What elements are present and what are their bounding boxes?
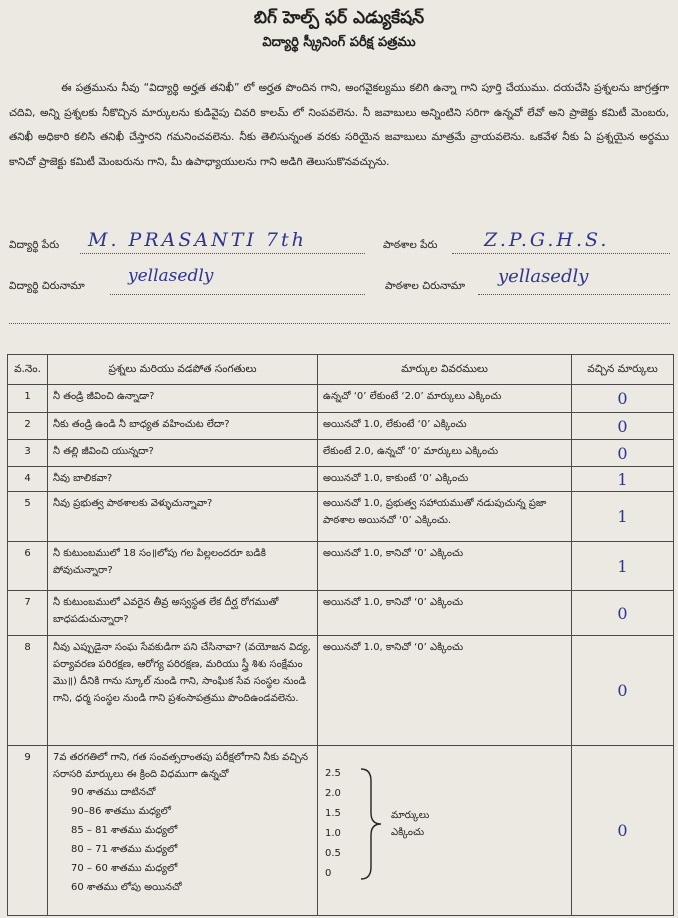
scale-value: 0: [325, 868, 332, 879]
row-marks-obtained-field[interactable]: 1: [572, 467, 674, 492]
table-row: [8, 636, 674, 746]
scale-label-line2: ఎక్కించు: [391, 827, 425, 838]
col-header-number: వ.నెం.: [8, 355, 48, 385]
table-row: [8, 440, 674, 467]
row-number: 9: [8, 746, 48, 916]
scale-value: 2.0: [325, 788, 341, 799]
row-marks-obtained-field[interactable]: 0: [572, 746, 674, 916]
row-marks-obtained-field[interactable]: 0: [572, 636, 674, 746]
row-number: 1: [8, 385, 48, 413]
row-question: నీవు ఎప్పుడైనా సంఘ సేవకుడిగా పని చేసినావా? (వయోజన విద్య, పర్యావరణ పరిరక్షణ, ఆరోగ్య పరిరక్షణ, మరియు స్త్రీ శిశు సంక్షేమం మొ॥) దీనికి గాను స్కూల్ నుండి గాని, సాంఘిక సేవ సంస్థల నుండి గాని, ధర్మ సంస్థల నుండి గాని ప్రశంసాపత్రము పొందిఉండవలెను.: [48, 636, 318, 746]
school-name-field[interactable]: Z.P.G.H.S.: [484, 229, 610, 251]
school-address-label: పాఠశాల చిరునామా: [385, 280, 466, 292]
row9-question-text: 7వ తరగతిలో గాని, గత సంవత్సరాంతపు పరీక్షలోగాని నీకు వచ్చిన సరాసరి మార్కులు ఈ క్రింది విధముగా ఉన్నచో: [53, 752, 308, 780]
scale-label-line1: మార్కులు: [391, 810, 430, 821]
row-question: నీ తల్లి జీవించి యున్నదా?: [48, 440, 318, 467]
row-marks-detail: అయినచో 1.0, కానిచో ‘0’ ఎక్కించు: [318, 636, 572, 746]
student-name-line: [80, 253, 365, 254]
row-question: నీవు ప్రభుత్వ పాఠశాలకు వెళ్ళుచున్నావా?: [48, 492, 318, 542]
band-item: 90–86 శాతము మధ్యలో: [71, 806, 171, 817]
band-item: 85 – 81 శాతము మధ్యలో: [71, 825, 178, 836]
row-marks-detail: అయినచో 1.0, కానిచో ‘0’ ఎక్కించు: [318, 542, 572, 591]
scale-label: [391, 807, 429, 841]
row-number: 3: [8, 440, 48, 467]
table-row: [8, 492, 674, 542]
row-question: నీ తండ్రి జీవించి ఉన్నాడా?: [48, 385, 318, 413]
row-marks-detail: అయినచో 1.0, ప్రభుత్వ సహాయముతో నడుపుచున్న ప్రజా పాఠశాల అయినచో ‘0’ ఎక్కించు.: [318, 492, 572, 542]
band-item: 90 శాతము దాటినచో: [71, 787, 156, 798]
row-marks-detail: అయినచో 1.0, కాకుంటే ‘0’ ఎక్కించు: [318, 467, 572, 492]
row-marks-obtained-field[interactable]: 1: [572, 492, 674, 542]
school-name-line: [452, 253, 670, 254]
row-question: నీకు తండ్రి ఉండి నీ బాధ్యత వహించుట లేదా?: [48, 413, 318, 440]
row-number: 4: [8, 467, 48, 492]
table-row: [8, 542, 674, 591]
table-header-row: [8, 355, 674, 385]
row-number: 5: [8, 492, 48, 542]
percentage-bands: [53, 783, 312, 897]
band-item: 80 – 71 శాతము మధ్యలో: [71, 844, 178, 855]
row-number: 8: [8, 636, 48, 746]
col-header-question: ప్రశ్నలు మరియు వడపోత సంగతులు: [48, 355, 318, 385]
row-marks-obtained-field[interactable]: 0: [572, 413, 674, 440]
row-marks-detail: [318, 746, 572, 916]
scale-value: 1.0: [325, 828, 341, 839]
row-marks-obtained-field[interactable]: 1: [572, 542, 674, 591]
table-row: [8, 591, 674, 636]
row-number: 2: [8, 413, 48, 440]
student-name-field[interactable]: M. PRASANTI 7th: [88, 229, 307, 251]
table-row: [8, 413, 674, 440]
band-item: 60 శాతము లోపు అయినచో: [71, 882, 182, 893]
row-marks-detail: ఉన్నచో ‘0’ లేకుంటే ‘2.0’ మార్కులు ఎక్కించు: [318, 385, 572, 413]
row-number: 7: [8, 591, 48, 636]
address-extra-line: [9, 323, 670, 324]
row-question: నీ కుటుంబములో 18 సం॥లోపు గల పిల్లలందరూ బడికి పోవుచున్నారా?: [48, 542, 318, 591]
student-address-label: విద్యార్థి చిరునామా: [9, 280, 85, 292]
table-row: [8, 385, 674, 413]
col-header-marks-detail: మార్కుల వివరములు: [318, 355, 572, 385]
row-marks-detail: అయినచో 1.0, లేకుంటే ‘0’ ఎక్కించు: [318, 413, 572, 440]
school-address-line: [478, 294, 670, 295]
row-marks-obtained-field[interactable]: 0: [572, 440, 674, 467]
table-row: [8, 467, 674, 492]
form-title: విద్యార్థి స్క్రీనింగ్ పరీక్ష పత్రము: [262, 35, 416, 50]
student-name-label: విద్యార్థి పేరు: [9, 239, 60, 251]
school-address-field[interactable]: yellasedly: [498, 266, 589, 287]
org-title: బిగ్ హెల్ప్ ఫర్ ఎడ్యుకేషన్: [253, 8, 425, 28]
right-brace-icon: [359, 767, 385, 881]
table-row: [8, 746, 674, 916]
scale-value: 1.5: [325, 808, 341, 819]
scale-value: 0.5: [325, 848, 341, 859]
row-marks-obtained-field[interactable]: 0: [572, 591, 674, 636]
school-name-label: పాఠశాల పేరు: [383, 239, 438, 251]
student-address-line: [110, 294, 365, 295]
row-marks-detail: లేకుంటే 2.0, ఉన్నచో ‘0’ మార్కులు ఎక్కించు: [318, 440, 572, 467]
row-marks-obtained-field[interactable]: 0: [572, 385, 674, 413]
row-marks-detail: అయినచో 1.0, కానిచో ‘0’ ఎక్కించు: [318, 591, 572, 636]
row-question: నీ కుటుంబములో ఎవరైన తీవ్ర అస్వస్థత లేక దీర్ఘ రోగముతో బాధపడుచున్నారా?: [48, 591, 318, 636]
row-question: [48, 746, 318, 916]
marks-scale: [323, 767, 566, 897]
instructions-paragraph: ఈ పత్రమును నీవు “విద్యార్థి అర్హత తనిఖీ” లో అర్హత పొందిన గాని, అంగవైకల్యము కలిగి ఉన్నా గాని పూర్తి చేయుము. దయచేసి ప్రశ్నలను జాగ్రత్తగా చదివి, అన్ని ప్రశ్నలకు నీకొచ్చిన మార్కులను కుడివైపు చివరి కాలమ్ లో నింపవలెను. నీ జవాబులు అన్నింటిని సరిగా ఉన్నవో లేవో అని ప్రాజెక్టు కమిటీ మెంబరు, తనిఖీ అధికారి కలిసి తనిఖీ చేస్తారని గమనించవలెను. నీకు తెలిసున్నంత వరకు సరియైన జవాబులు మాత్రమే వ్రాయవలెను. ఒకవేళ నీకు ఏ ప్రశ్నయైన అర్థము కానిచో ప్రాజెక్టు కమిటీ మెంబరును గాని, మీ ఉపాధ్యాయులను గాని అడిగి తెలుసుకొనవచ్చును.: [9, 82, 669, 168]
student-address-field[interactable]: yellasedly: [128, 266, 214, 286]
row-number: 6: [8, 542, 48, 591]
questions-table: [7, 354, 674, 916]
band-item: 70 – 60 శాతము మధ్యలో: [71, 863, 178, 874]
scale-value: 2.5: [325, 768, 341, 779]
row-question: నీవు బాలికవా?: [48, 467, 318, 492]
col-header-marks-obtained: వచ్చిన మార్కులు: [572, 355, 674, 385]
